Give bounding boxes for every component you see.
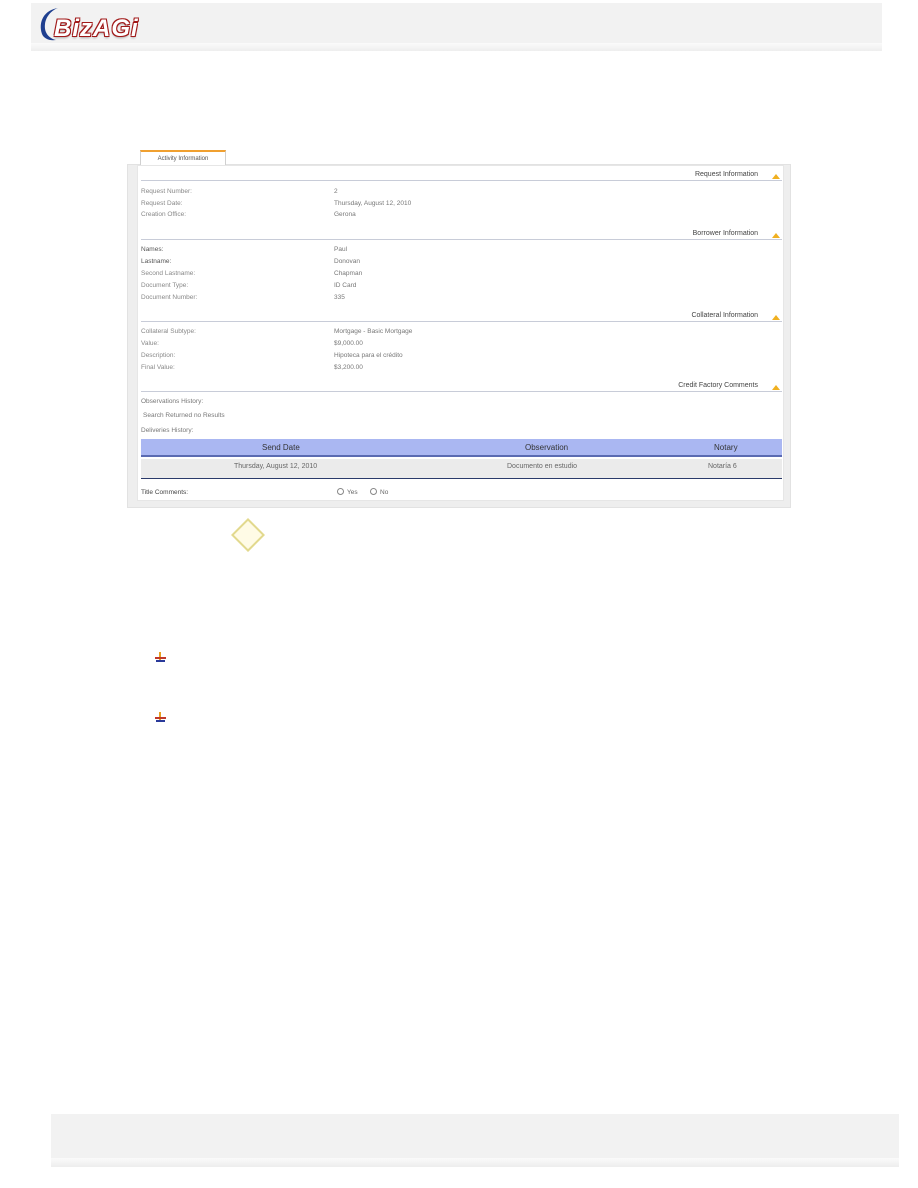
- field-row: [141, 188, 741, 198]
- gateway-diamond-icon: [231, 518, 265, 552]
- field-label: Collateral Subtype:: [141, 328, 196, 335]
- title-comments-yes-radio[interactable]: [337, 488, 358, 496]
- footer-strip: [51, 1158, 899, 1167]
- bizagi-logo: BizAGi: [54, 15, 139, 42]
- field-label: Document Type:: [141, 282, 189, 289]
- field-value: Hipoteca para el crédito: [334, 352, 403, 359]
- collapse-arrow-icon[interactable]: [772, 315, 780, 320]
- field-value: Thursday, August 12, 2010: [334, 200, 412, 207]
- collapse-arrow-icon[interactable]: [772, 174, 780, 179]
- radio-label: No: [380, 489, 389, 496]
- activity-panel: [127, 150, 791, 508]
- field-value: Donovan: [334, 258, 361, 265]
- field-label: Lastname:: [141, 258, 172, 265]
- title-comments-label: Title Comments:: [141, 489, 189, 496]
- radio-label: Yes: [347, 489, 358, 496]
- field-row: [141, 258, 741, 268]
- deliveries-history-label: Deliveries History:: [141, 427, 194, 434]
- field-row: [141, 270, 741, 280]
- section-title: Request Information: [694, 171, 758, 178]
- header-strip: [31, 43, 882, 51]
- field-label: Value:: [141, 340, 159, 347]
- table-cell: Documento en estudio: [507, 463, 578, 470]
- field-row: [141, 352, 741, 362]
- field-row: [141, 340, 741, 350]
- field-label: Description:: [141, 352, 176, 359]
- header-bar: [31, 3, 882, 43]
- table-header: [141, 439, 782, 457]
- title-comments-no-radio[interactable]: [370, 488, 388, 496]
- field-label: Second Lastname:: [141, 270, 196, 277]
- field-row: [141, 211, 741, 221]
- collapse-arrow-icon[interactable]: [772, 385, 780, 390]
- column-header[interactable]: Observation: [525, 443, 569, 452]
- section-title: Borrower Information: [692, 230, 758, 237]
- section-collateral-information[interactable]: [141, 314, 782, 322]
- field-value: Paul: [334, 246, 348, 253]
- field-label: Final Value:: [141, 364, 175, 371]
- field-value: Gerona: [334, 211, 356, 218]
- observations-history-label: Observations History:: [141, 398, 204, 405]
- field-row: [141, 282, 741, 292]
- radio-circle-icon[interactable]: [337, 488, 344, 495]
- table-row[interactable]: [141, 459, 782, 479]
- section-title: Collateral Information: [691, 312, 758, 319]
- field-value: $3,200.00: [334, 364, 363, 371]
- section-credit-factory-comments[interactable]: [141, 384, 782, 392]
- radio-circle-icon[interactable]: [370, 488, 377, 495]
- field-row: [141, 294, 741, 304]
- field-label: Names:: [141, 246, 164, 253]
- table-cell: Thursday, August 12, 2010: [234, 463, 318, 470]
- collapse-arrow-icon[interactable]: [772, 233, 780, 238]
- footer-bar: [51, 1114, 899, 1158]
- field-value: 335: [334, 294, 345, 301]
- column-header[interactable]: Notary: [714, 443, 738, 452]
- field-value: $9,000.00: [334, 340, 363, 347]
- field-label: Request Number:: [141, 188, 192, 195]
- field-row: [141, 364, 741, 374]
- field-value: 2: [334, 188, 338, 195]
- table-cell: Notaría 6: [708, 463, 737, 470]
- field-value: Mortgage - Basic Mortgage: [334, 328, 413, 335]
- section-title: Credit Factory Comments: [678, 382, 758, 389]
- field-row: [141, 246, 741, 256]
- field-label: Creation Office:: [141, 211, 187, 218]
- section-borrower-information[interactable]: [141, 232, 782, 240]
- tab-activity-information[interactable]: Activity Information: [140, 150, 226, 166]
- field-row: [141, 328, 741, 338]
- deliveries-table: [141, 439, 782, 479]
- field-label: Document Number:: [141, 294, 198, 301]
- field-value: ID Card: [334, 282, 357, 289]
- field-label: Request Date:: [141, 200, 183, 207]
- field-row: [141, 200, 741, 210]
- expand-plus-icon[interactable]: [155, 712, 166, 723]
- section-request-information[interactable]: [141, 173, 782, 181]
- expand-plus-icon[interactable]: [155, 652, 166, 663]
- field-value: Chapman: [334, 270, 363, 277]
- no-results-text: Search Returned no Results: [143, 412, 225, 419]
- column-header[interactable]: Send Date: [262, 443, 300, 452]
